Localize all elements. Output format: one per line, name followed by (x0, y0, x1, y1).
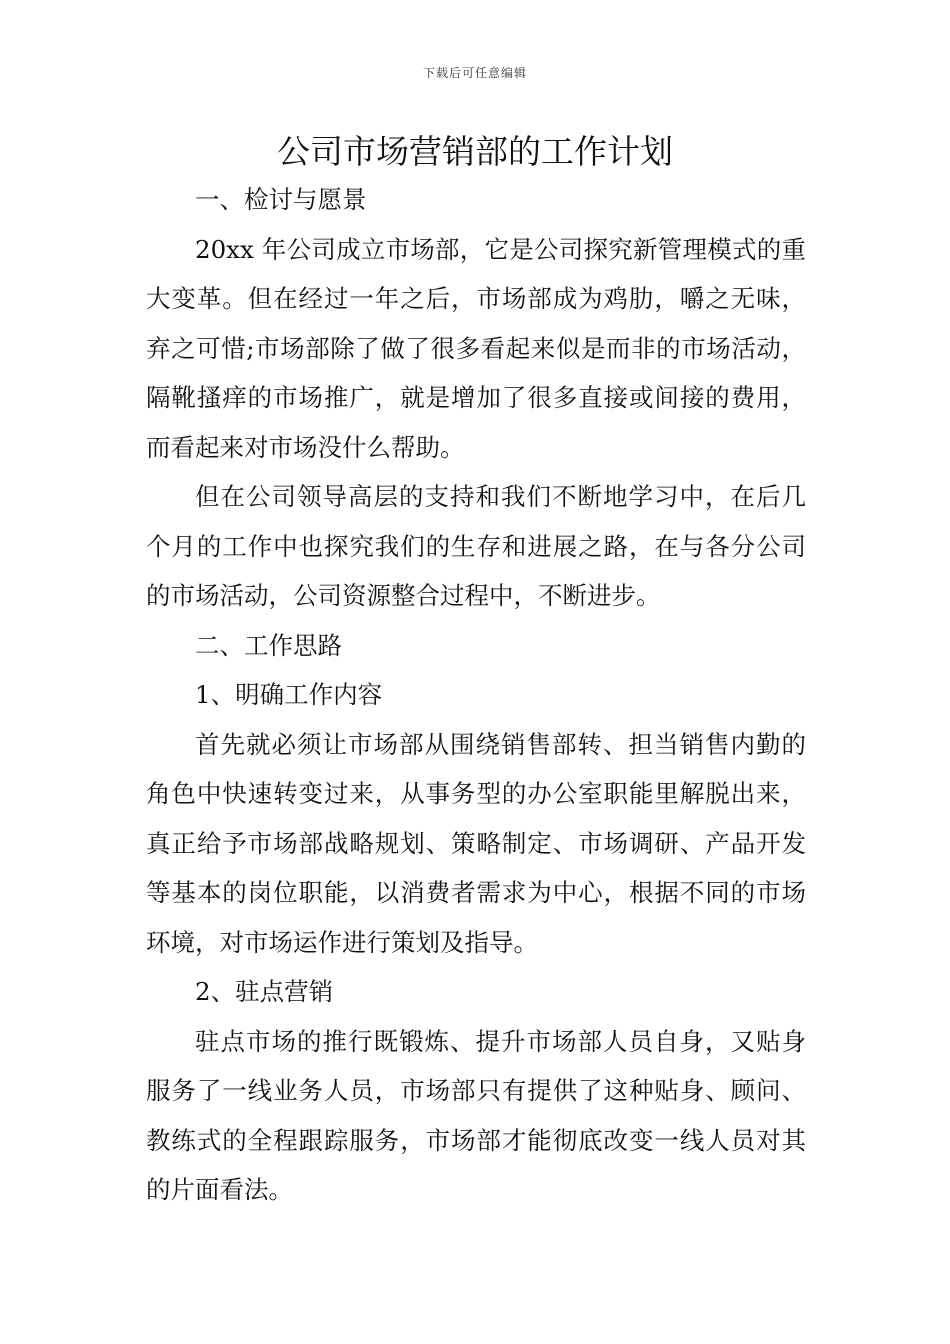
subsection-heading: 2、驻点营销 (195, 977, 334, 1006)
document-title: 公司市场营销部的工作计划 (277, 132, 673, 171)
paragraph: 驻点市场的推行既锻炼、提升市场部人员自身，又贴身服务了一线业务人员，市场部只有提供了这种贴身、顾问、教练式的全程跟踪服务，市场部才能彻底改变一线人员对其的片面看法。 (146, 1026, 806, 1204)
section-heading-review: 一、检讨与愿景 (195, 185, 367, 214)
subsection-heading: 1、明确工作内容 (195, 680, 383, 709)
document-body (146, 175, 806, 1215)
paragraph: 首先就必须让市场部从围绕销售部转、担当销售内勤的角色中快速转变过来，从事务型的办公室职能里解脱出来，真正给予市场部战略规划、策略制定、市场调研、产品开发等基本的岗位职能，以消费者需求为中心，根据不同的市场环境，对市场运作进行策划及指导。 (146, 729, 806, 957)
paragraph: 但在公司领导高层的支持和我们不断地学习中，在后几个月的工作中也探究我们的生存和进展之路，在与各分公司的市场活动，公司资源整合过程中，不断进步。 (146, 482, 806, 610)
section-heading-approach: 二、工作思路 (195, 630, 342, 660)
header-note: 下载后可任意编辑 (422, 66, 527, 80)
paragraph: 20xx 年公司成立市场部，它是公司探究新管理模式的重大变革。但在经过一年之后，市场部成为鸡肋，嚼之无味，弃之可惜;市场部除了做了很多看起来似是而非的市场活动，隔靴搔痒的市场推广，就是增加了很多直接或间接的费用，而看起来对市场没什么帮助。 (146, 234, 806, 462)
